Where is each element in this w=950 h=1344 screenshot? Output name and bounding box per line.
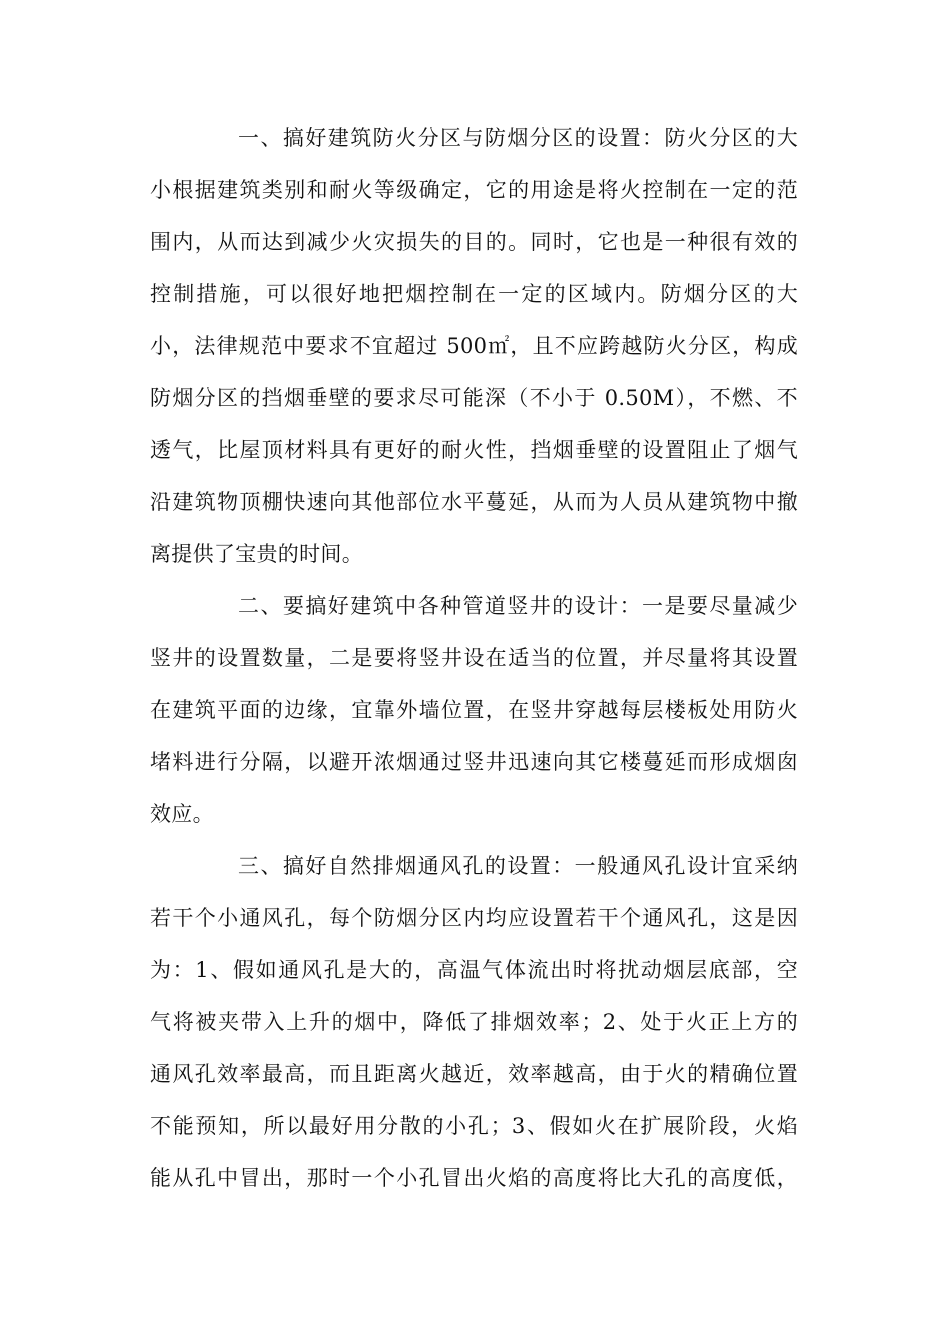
paragraph-fire-smoke-zoning	[150, 120, 798, 588]
text-line: 一、搞好建筑防火分区与防烟分区的设置：防火分区的大	[238, 126, 798, 150]
text-line: 透气，比屋顶材料具有更好的耐火性，挡烟垂壁的设置阻止了烟气	[150, 438, 798, 462]
text-line: 三、搞好自然排烟通风孔的设置：一般通风孔设计宜采纳	[238, 854, 798, 878]
document-body	[150, 120, 798, 1212]
text-line: 为：1、假如通风孔是大的，高温气体流出时将扰动烟层底部，空	[150, 958, 798, 982]
text-line: 二、要搞好建筑中各种管道竖井的设计：一是要尽量减少	[238, 594, 798, 618]
text-line: 堵料进行分隔，以避开浓烟通过竖井迅速向其它楼蔓延而形成烟囱	[150, 750, 798, 774]
text-line: 气将被夹带入上升的烟中，降低了排烟效率；2、处于火正上方的	[150, 1010, 798, 1034]
text-line: 竖井的设置数量，二是要将竖井设在适当的位置，并尽量将其设置	[150, 646, 798, 670]
text-line: 围内，从而达到减少火灾损失的目的。同时，它也是一种很有效的	[150, 230, 798, 254]
text-line: 能从孔中冒出，那时一个小孔冒出火焰的高度将比大孔的高度低，	[150, 1166, 798, 1190]
text-line: 沿建筑物顶棚快速向其他部位水平蔓延，从而为人员从建筑物中撤	[150, 490, 798, 514]
text-line: 控制措施，可以很好地把烟控制在一定的区域内。防烟分区的大	[150, 282, 798, 306]
paragraph-smoke-vent-setup	[150, 848, 798, 1212]
text-line: 通风孔效率最高，而且距离火越近，效率越高，由于火的精确位置	[150, 1062, 798, 1086]
text-line: 防烟分区的挡烟垂壁的要求尽可能深（不小于 0.50M），不燃、不	[150, 386, 798, 410]
text-line: 小，法律规范中要求不宜超过 500㎡，且不应跨越防火分区，构成	[150, 334, 798, 358]
paragraph-shaft-design	[150, 588, 798, 848]
text-line: 离提供了宝贵的时间。	[150, 542, 363, 566]
text-line: 若干个小通风孔，每个防烟分区内均应设置若干个通风孔，这是因	[150, 906, 798, 930]
text-line: 在建筑平面的边缘，宜靠外墙位置，在竖井穿越每层楼板处用防火	[150, 698, 798, 722]
text-line: 小根据建筑类别和耐火等级确定，它的用途是将火控制在一定的范	[150, 178, 798, 202]
text-line: 效应。	[150, 802, 214, 826]
text-line: 不能预知，所以最好用分散的小孔；3、假如火在扩展阶段，火焰	[150, 1114, 798, 1138]
